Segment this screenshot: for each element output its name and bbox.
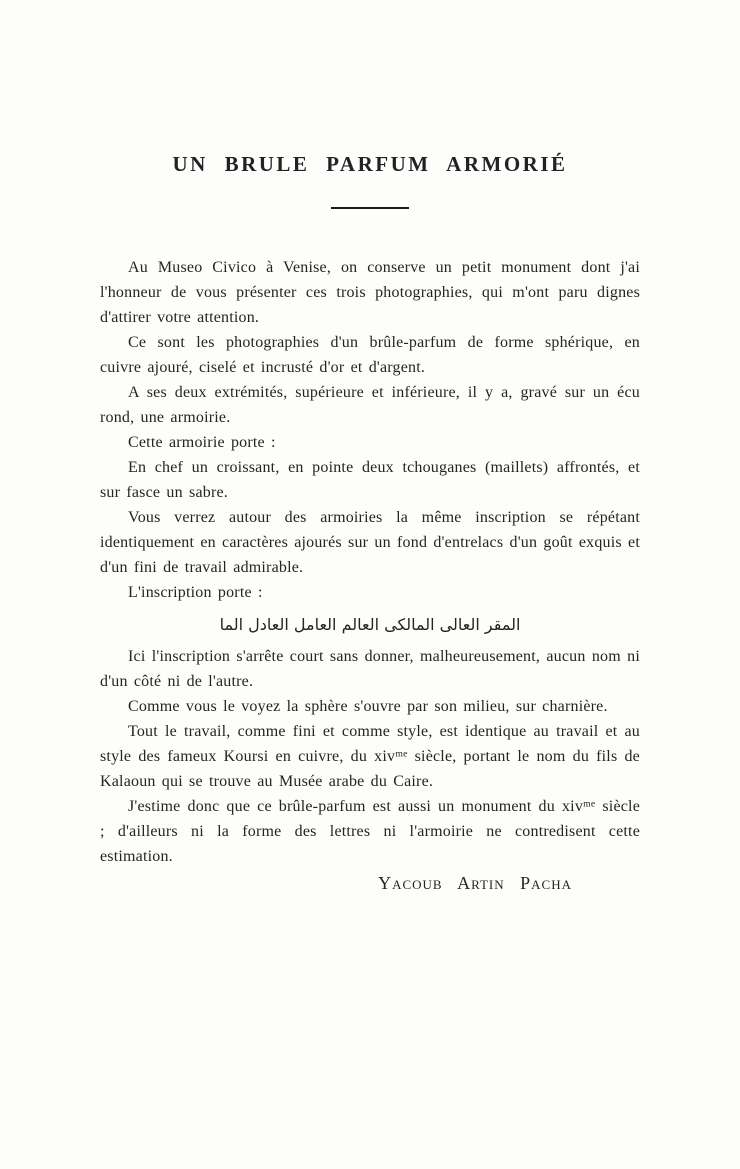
paragraph: Comme vous le voyez la sphère s'ouvre par son milieu, sur charnière. — [128, 698, 608, 715]
text-block — [100, 255, 640, 894]
paragraph: L'inscription porte : — [128, 584, 263, 601]
paragraph: Vous verrez autour des armoiries la même inscription se répétant identiquement en caractères ajourés sur un fond d'entrelacs d'un goût exquis et d'un fini de travail admirable. — [100, 509, 640, 576]
paragraph: Tout le travail, comme fini et comme style, est identique au travail et au style des fameux Koursi en cuivre, du xivᵐᵉ siècle, portant le nom du fils de Kalaoun qui se trouve au Musée arabe du Caire. — [100, 723, 640, 790]
arabic-inscription: المقر العالى المالكى العالم العامل العادل الما — [219, 615, 521, 634]
paragraph: En chef un croissant, en pointe deux tchouganes (maillets) affrontés, et sur fasce un sabre. — [100, 459, 640, 501]
paragraph: Ce sont les photographies d'un brûle-parfum de forme sphérique, en cuivre ajouré, ciselé et incrusté d'or et d'argent. — [100, 334, 640, 376]
paragraph: J'estime donc que ce brûle-parfum est aussi un monument du xivᵐᵉ siècle ; d'ailleurs ni la forme des lettres ni l'armoirie ne contredisent cette estimation. — [100, 798, 640, 865]
author-signature: Yacoub Artin Pacha — [378, 873, 572, 893]
paragraph: Ici l'inscription s'arrête court sans donner, malheureusement, aucun nom ni d'un côté ni de l'autre. — [100, 648, 640, 690]
paragraph: Au Museo Civico à Venise, on conserve un petit monument dont j'ai l'honneur de vous présenter ces trois photographies, qui m'ont paru dignes d'attirer votre attention. — [100, 259, 640, 326]
title-divider — [331, 207, 409, 209]
paragraph: A ses deux extrémités, supérieure et inférieure, il y a, gravé sur un écu rond, une armoirie. — [100, 384, 640, 426]
paragraph: Cette armoirie porte : — [128, 434, 276, 451]
page-title: UN BRULE PARFUM ARMORIÉ — [172, 152, 568, 176]
